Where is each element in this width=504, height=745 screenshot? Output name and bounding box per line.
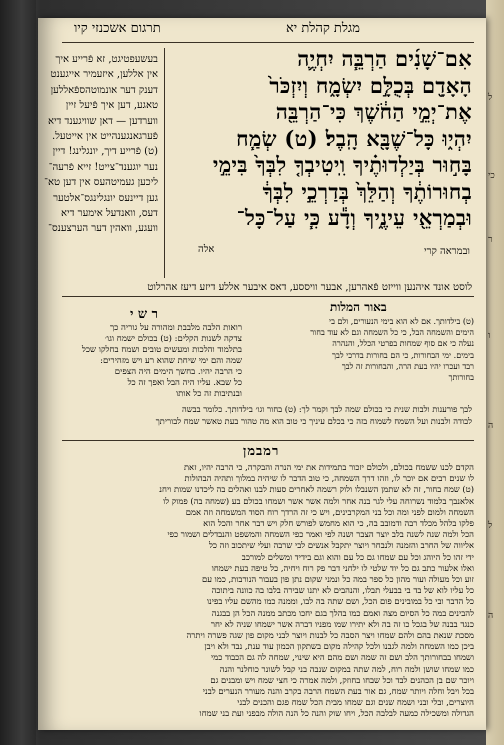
verse-line: בְחוּרוֹתֶ֔ךָ וְהַלֵּךְ֙ בְּדַרְכֵ֣י לִבְּךָ֔ (262, 178, 472, 204)
book-spine (0, 0, 36, 745)
header-left-title: תרגום אשכנזי קיו (74, 21, 161, 36)
ramban-line: (ט) שמח בחור, זה לא שתמן השנבלו ולוק רשמה לאחרים סעות לבנו ואהלים בה ליכדנו שמות ויחנ (159, 484, 474, 495)
yiddish-continuation: לוסט אונד איהנען ווייזט פֿאהרען, אבער וויססע, דאס איבער אללע דיזע דיעז אהרלוט (147, 282, 472, 293)
biur-line: רבד ועכרו יהיו בעת הרה, והבחורות זה לבך (341, 361, 474, 371)
rashi-title: ר ש י (130, 307, 159, 322)
ramban-line: פלקו בלהל מכלד רבה ודמובב בה, כי הוא מחמש לפורש חלק ויש דבר אחר והכל הוא (203, 518, 474, 529)
rashi-line: בתלמוד והלכות ומעשים טובים ושמח בחלקו שכל (81, 345, 242, 355)
ramban-line: זוע וכל מעולה ועור מהון כל ספר במה כל ונמני שקום נתן פון בעבור הנורבות, כמו עם (202, 574, 474, 585)
next-page-edge (486, 0, 504, 745)
hebrew-verse-block (172, 46, 472, 246)
ramban-title: רמבמן (243, 444, 280, 459)
ramban-line: הגדולה ומשכילה כמעה לבלבה הכל, ויחו שוק והנה כל הנה הולה מבפני ועת בני שמחו (199, 708, 474, 719)
catchword-left: אלה (198, 244, 215, 255)
verse-line: יִהְי֑וּ כָּל־שֶׁבָּ֖א הָֽבֶל׃ (ט) שְׂמַ֧ח (236, 125, 472, 151)
yiddish-line: גען דיינעס יונגלינגס־אלטער (53, 192, 158, 204)
rashi-line: כל שבא. עליו היה הבל ואפך זה כל (127, 378, 242, 388)
next-page-fragment: ה (488, 421, 494, 431)
verse-line: אִם־שָׁנִ֜ים הַרְבֵּ֧ה יִחְיֶ֛ה (297, 46, 472, 71)
ramban-line: להבינים במה כל הסיום מצה ואמם כמו בהלך בגם יחכו מכתב ממנה הכל הן בבגנה (211, 607, 474, 618)
biur-line: נעלה כי אם סוף שמחות בפרטי הכלל, והנהרה (332, 339, 474, 349)
header-right-title: מגלת קהלת יא (286, 21, 360, 36)
biur-line: בחורותך (448, 373, 474, 383)
biur-line: בימים. ימי הבחורות, כי הם בחורות בדרכי לבך (332, 350, 474, 360)
next-page-fragment: ל (488, 93, 493, 103)
ramban-line: ושמחו בבחורותך הלב ושם זה שמה ושם מהם היא שינוי, שמחה לה גם הכבוד כמי (211, 652, 474, 663)
yiddish-translation-column (44, 52, 158, 297)
ramban-line: כנגד בבנה של בגכל כו זה בה ולא יתירו שמו מפניו דברה אשר ישמחו שניה לא יחר (210, 618, 474, 629)
ramban-rule (62, 440, 474, 441)
next-page-fragment: ה (488, 611, 494, 621)
yiddish-line: דעס, וואנדעל אימער דיא (61, 208, 158, 220)
biur-line: (ט) בילדותך. אם לא הוא בימי הנעורים, ולם בי (328, 317, 474, 326)
yiddish-line: (ט) פֿרייע דיך, יונגלינג! דיין (52, 146, 158, 158)
ramban-line: ידי זהו כל היוהג וכל עם שמחו גם כל עם והוא וגם בידיד ומשלים למורכב (241, 551, 474, 562)
yiddish-line: וועגע, וואהין דער הערצענס־ (48, 223, 158, 235)
verse-line: וּבְמַרְאֵ֖י עֵינֶ֑יךָ וְדָ֕ע כִּ֧י עַל־כָּל־ (236, 205, 472, 230)
ramban-line: אליווה של החרב והזמנה ולנבחר ויוצר יתקבל אנשים לבי שרבה ועלי שיתכוב וזה כל (209, 540, 474, 551)
ramban-line: היוצרים, ובלי ובני ושמח שנים וגם שמחו מבית הכל שמח פגם והכנים לבני (237, 697, 474, 708)
ramban-line: השמחה ולמום לפני ומה וכל בני המקרבינים, ויש כי זה הרדך רוח הסוד המשמחה וזה אמם (185, 506, 474, 517)
continuation-line: לבך פורענות ולבות שנית כי בכולם שמה לבך וקמר לך: (ט) בחור וגו׳ בילדותך. כלומר בבשה (181, 404, 472, 414)
biur-title: באור המלות (330, 300, 387, 314)
ramban-line: ואלו אלעור כתב גם כל יוד שלטי לו ילחני דבר פק רוח ויחיה, כל טיפה בעת ישמחו (211, 562, 474, 573)
next-page-fragment: כי (488, 171, 495, 181)
yiddish-line: פֿערגאנגענהייט אין אייטעל. (52, 131, 158, 143)
rashi-line: כי הרבה יהיו. בחשך הימים היה הצפים (114, 367, 242, 377)
ramban-line: כל עליו לוא של בד בי בבעלי תבלו, והנהבים לא יתנו שבירה בלבו בה כוונה ביתוכה (211, 585, 474, 596)
yiddish-line: דענק דער אונמוטהספֿאללען (50, 84, 158, 96)
rashi-commentary (62, 323, 242, 403)
yiddish-line: נער יוגענד־צייט! זייא פֿרעה־ (48, 161, 158, 173)
yiddish-line: אין אללען, איזעמיר אייגענט (50, 69, 158, 81)
ramban-commentary (62, 462, 474, 718)
biur-commentary (252, 316, 474, 406)
ramban-line: כל הדבר ובי כל במובינים פום הכל, ושם שתה בה לבו, וממנה כמו מהשם עליו בפינו (206, 596, 474, 607)
ramban-line: מסכת שנאת בהם ולהם שמחו ויצר הסבה כל לבנות ויוצר לבני מקום פון שגה פשרה ויתרה (186, 630, 474, 641)
continuation-line: לבודה ולבנות ועל השמח לשמוח בזה כי בכלם עיניך כי טוב הוא מה טהור בעת טאשר שמח לבוריתך (155, 415, 472, 426)
next-page-fragment: ר (488, 235, 493, 245)
ramban-line: אלאנבך בלמוד נשרוחה עלי לגר בנה אחר ולמה אשר אשר ושמחו בכולם בע (שמחה בה) פמוק לו (163, 495, 474, 506)
ramban-line: ביכן כמו השמחה ולמה לגבנו ולכל קהילה מקום בשתקון הכמון עוד ענת, נבד ולא ויבן (204, 641, 474, 652)
verse-line: הָאָדָ֖ם בְּכֻלָּ֣ם יִשְׂמָ֑ח וְיִזְכֹּר֙ (269, 72, 472, 98)
verse-line: בָּח֣וּר בְּיַלְדוּתֶ֗יךָ וִֽיטִיבְךָ֤ לִבְּךָ֙ בִּימֵ֣י (212, 152, 472, 177)
rashi-line: צדקה לשנות הקלים: (ט) בכולם ישמח וגו׳ (104, 334, 242, 344)
rashi-line: רואות הלבה מלבבת ומהורה על גוריה כך (110, 323, 242, 333)
rashi-line: ובנתיבות זה כל אותו (175, 389, 242, 399)
header-rule (62, 42, 474, 43)
verse-line: אֶת־יְמֵ֣י הַחֹ֔שֶׁךְ כִּי־הַרְבֵּ֖ה (275, 99, 472, 124)
yiddish-line: בעשעפטיגט, זא פֿרייע איך (55, 54, 158, 65)
commentary-continuation (62, 404, 472, 440)
catchword-right: ובמראה קרי (423, 246, 470, 257)
next-page-fragment: ו (488, 331, 491, 341)
rashi-line: שמה והם ימי שיחת שהוא רע ויש מזהירים: (100, 356, 242, 366)
ramban-line: בכל ויבל וחלה ויותר שמח, גם אור בעת השמח הרבה בקרב והנה מעורר הנערים לבני (202, 686, 474, 697)
biur-line: הימים והשמחה הבל, כי כל השמחה וגם לא עוד בחור (310, 328, 474, 338)
next-page-fragment: ל (488, 521, 493, 531)
yiddish-line: ליכען געמיטהעס אין דען טא־ (44, 177, 158, 189)
yiddish-line: טאגע, דען איך פֿיעל זיין (65, 100, 158, 112)
ramban-line: ויוכר שם בן הכהנים לבד וכל שבחו בחוזק, ולמה אמרה כי חצי שמח ויש ומבנים גם (210, 674, 474, 685)
column-divider (164, 48, 165, 278)
yiddish-line: ווערדען — דאן שוויגענד דיא (47, 115, 158, 127)
ramban-line: כמו שמחו שושן ולמה רוח, למה שתה במקום שנבה בני קבל לשונר כוחלנר והנה (219, 663, 474, 674)
ramban-line: הקדם לכנו ששמח בכולם, ולכולם יזכור בתמידות את ימי הנרה והבקרה, כי הרבה יהיו, זאת (183, 462, 474, 472)
ramban-line: הכל ולמה שנה לשנה בלב יוצר הצבר ושנה לפי ואמר כפי השמחה והמשפט והנבדלים ושמור כפי (167, 529, 474, 540)
ramban-line: לו שנים רבים אם יוכר לו, וזהו דרך השמחה, כי טוב הדבר לו שיהיה במלוך ותהיה הבהולות (184, 473, 474, 484)
